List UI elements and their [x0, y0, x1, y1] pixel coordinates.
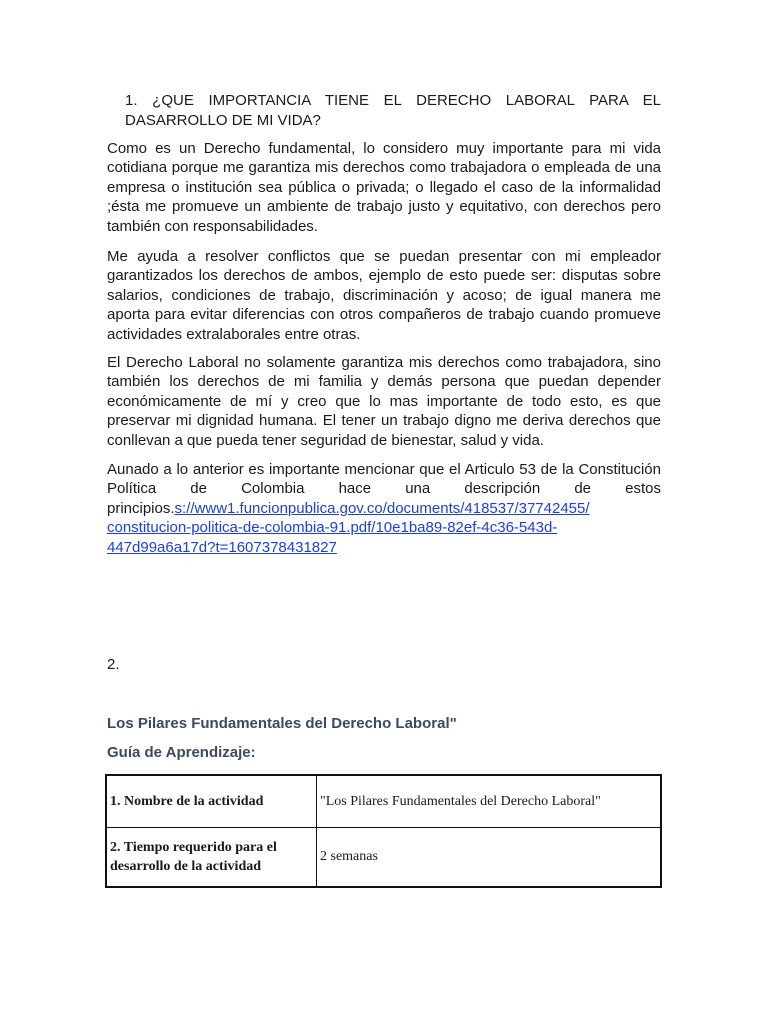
- answer-paragraph-1: Como es un Derecho fundamental, lo considero muy importante para mi vida cotidiana porque me garantiza mis derechos como trabajadora o empleada de una empresa o institución sea pública o privada; o llegado el caso de la informalidad ;ésta me promueve un ambiente de trabajo justo y equitativo, con derechos pero también con responsabilidades.: [107, 140, 661, 235]
- question-1: 1. ¿QUE IMPORTANCIA TIENE EL DERECHO LABORAL PARA EL DASARROLLO DE MI VIDA?: [125, 92, 661, 129]
- activity-table: [105, 774, 662, 888]
- section-title: Los Pilares Fundamentales del Derecho Laboral": [107, 715, 457, 732]
- constitution-link[interactable]: s://www1.funcionpublica.gov.co/documents/418537/37742455/ constitucion-politica-de-colombia-91.pdf/10e1ba89-82ef-4c36-543d-447d99a6a17d?t=1607378431827: [107, 499, 590, 556]
- answer-paragraph-3: El Derecho Laboral no solamente garantiza mis derechos como trabajadora, sino también los derechos de mi familia y demás persona que puedan depender económicamente de mí y creo que lo mas importante de todo esto, es que preservar mi dignidad humana. El tener un trabajo digno me deriva derechos que conllevan a que pueda tener seguridad de bienestar, salud y vida.: [107, 354, 661, 449]
- table-cell-value: "Los Pilares Fundamentales del Derecho Laboral": [317, 775, 662, 828]
- table-row: [106, 828, 661, 888]
- table-cell-label: 1. Nombre de la actividad: [106, 775, 317, 828]
- paragraph-4-text: Aunado a lo anterior es importante mencionar que el Articulo 53 de la Constitución Política de Colombia hace una descripción de estos principios.: [107, 461, 661, 517]
- table-row: [106, 775, 661, 828]
- question-2-number: 2.: [107, 656, 120, 673]
- guide-label: Guía de Aprendizaje:: [107, 744, 256, 761]
- answer-paragraph-2: Me ayuda a resolver conflictos que se puedan presentar con mi empleador garantizados los derechos de ambos, ejemplo de esto puede ser: disputas sobre salarios, condiciones de trabajo, discriminación y acoso; de igual manera me aporta para evitar diferencias con otros compañeros de trabajo cuando promueve actividades extralaborales entre otras.: [107, 248, 661, 343]
- answer-paragraph-4: [107, 460, 661, 557]
- table-cell-label: 2. Tiempo requerido para el desarrollo de la actividad: [106, 828, 317, 888]
- table-cell-value: 2 semanas: [317, 828, 662, 888]
